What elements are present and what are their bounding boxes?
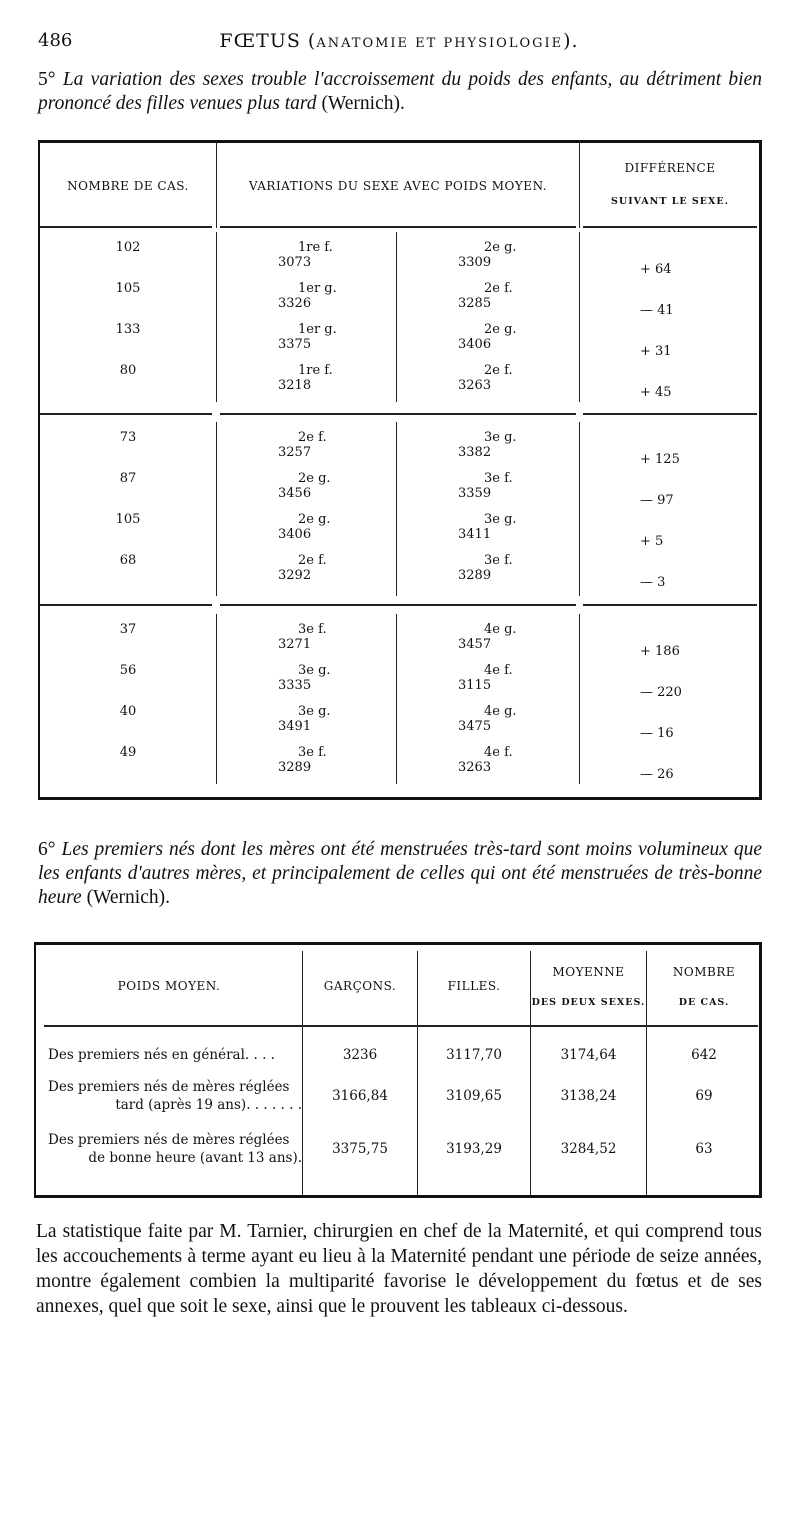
section-5-text: La variation des sexes trouble l'accroissement du poids des enfants, au détriment bien prononcé des filles venues plus tard [38, 69, 762, 114]
cell-first-label: 1re f. [298, 363, 333, 378]
cell-garcons: 3236 [342, 1047, 378, 1063]
cell-first-label: 1er g. [298, 322, 337, 337]
cell-moyenne: 3174,64 [560, 1047, 617, 1063]
cell-second-label: 3e g. [484, 512, 517, 527]
cell-second-label: 4e f. [484, 745, 513, 760]
cell-first-weight: 3073 [278, 255, 312, 270]
cell-second-label: 3e f. [484, 553, 513, 568]
cell-second-weight: 3382 [458, 445, 492, 460]
row-label-continued: de bonne heure (avant 13 ans). [88, 1150, 302, 1166]
cell-second-label: 4e g. [484, 622, 517, 637]
table-divider [579, 232, 580, 402]
header-variations: VARIATIONS DU SEXE AVEC POIDS MOYEN. [248, 179, 548, 193]
header-difference-sub: SUIVANT LE SEXE. [611, 196, 729, 207]
cell-difference: — 220 [640, 685, 682, 700]
cell-first-weight: 3375 [278, 337, 312, 352]
table-divider [396, 232, 397, 402]
cell-second-label: 2e f. [484, 363, 513, 378]
header-difference: DIFFÉRENCE [624, 161, 716, 175]
group-rule [583, 413, 757, 415]
section-5-number: 5° [38, 69, 56, 90]
cell-first-weight: 3292 [278, 568, 312, 583]
cell-moyenne: 3138,24 [560, 1088, 617, 1104]
cell-difference: + 5 [640, 534, 664, 549]
cell-second-weight: 3115 [458, 678, 492, 693]
section-6-text: Les premiers nés dont les mères ont été menstruées très-tard sont moins volumineux que les enfants d'autres mères, et principalement de celles qui ont été menstruées de très-bonne heure [38, 839, 763, 908]
cell-cases: 56 [119, 663, 137, 678]
cell-first-weight: 3289 [278, 760, 312, 775]
table-divider [579, 422, 580, 596]
row-label-continued: tard (après 19 ans). . . . . . . [115, 1097, 302, 1113]
cell-second-weight: 3263 [458, 378, 492, 393]
running-title [38, 30, 760, 52]
row-label: Des premiers nés de mères réglées [48, 1132, 290, 1148]
cell-cases: 80 [119, 363, 137, 378]
header-moyenne: MOYENNE [552, 965, 625, 979]
cell-cases: 105 [115, 512, 141, 527]
cell-second-weight: 3263 [458, 760, 492, 775]
header-rule [220, 226, 576, 228]
header-rule [44, 1025, 758, 1027]
cell-garcons: 3375,75 [332, 1141, 388, 1157]
cell-second-label: 3e f. [484, 471, 513, 486]
cell-second-weight: 3411 [458, 527, 492, 542]
header-garcons: GARÇONS. [323, 979, 397, 993]
group-rule [40, 604, 212, 606]
cell-second-weight: 3457 [458, 637, 492, 652]
cell-second-label: 3e g. [484, 430, 517, 445]
header-nombre-sub: DE CAS. [678, 997, 730, 1008]
cell-difference: — 16 [640, 726, 674, 741]
cell-first-label: 2e g. [298, 512, 331, 527]
cell-filles: 3117,70 [446, 1047, 502, 1063]
section-6-number: 6° [38, 839, 56, 860]
cell-first-weight: 3257 [278, 445, 312, 460]
cell-second-weight: 3309 [458, 255, 492, 270]
cell-cases: 133 [115, 322, 141, 337]
header-cases: NOMBRE DE CAS. [67, 179, 189, 193]
cell-cases: 105 [115, 281, 141, 296]
cell-cases: 37 [119, 622, 137, 637]
cell-garcons: 3166,84 [332, 1088, 388, 1104]
cell-second-label: 4e g. [484, 704, 517, 719]
cell-first-label: 2e g. [298, 471, 331, 486]
page-number: 486 [38, 30, 73, 51]
cell-first-label: 3e f. [298, 622, 327, 637]
table-divider [396, 422, 397, 596]
group-rule [40, 413, 212, 415]
cell-second-weight: 3406 [458, 337, 492, 352]
table-divider [216, 614, 217, 784]
table-divider [216, 232, 217, 402]
cell-nombre: 63 [695, 1141, 713, 1157]
cell-second-weight: 3289 [458, 568, 492, 583]
cell-first-weight: 3491 [278, 719, 312, 734]
header-poids: POIDS MOYEN. [117, 979, 221, 993]
cell-first-weight: 3406 [278, 527, 312, 542]
cell-first-label: 1re f. [298, 240, 333, 255]
cell-cases: 68 [119, 553, 137, 568]
cell-first-label: 2e f. [298, 553, 327, 568]
cell-first-weight: 3271 [278, 637, 312, 652]
row-label: Des premiers nés en général. . . . [48, 1047, 275, 1063]
cell-first-label: 3e g. [298, 663, 331, 678]
cell-nombre: 69 [695, 1088, 713, 1104]
cell-second-label: 4e f. [484, 663, 513, 678]
cell-cases: 87 [119, 471, 137, 486]
cell-difference: — 97 [640, 493, 674, 508]
table-divider [579, 614, 580, 784]
menstruation-weight-table [34, 942, 762, 1198]
header-rule [583, 226, 757, 228]
cell-first-weight: 3218 [278, 378, 312, 393]
cell-difference: + 186 [640, 644, 680, 659]
running-title-main: FŒTUS ( [219, 30, 317, 52]
cell-second-label: 2e g. [484, 322, 517, 337]
row-label: Des premiers nés de mères réglées [48, 1079, 290, 1095]
cell-cases: 102 [115, 240, 141, 255]
header-filles: FILLES. [447, 979, 501, 993]
section-6-paragraph [38, 838, 762, 910]
cell-second-weight: 3359 [458, 486, 492, 501]
running-title-small-caps: ANATOMIE ET PHYSIOLOGIE [316, 36, 564, 51]
group-rule [220, 413, 576, 415]
table-divider [579, 143, 580, 228]
cell-first-label: 3e f. [298, 745, 327, 760]
cell-first-weight: 3335 [278, 678, 312, 693]
section-5-paragraph [38, 68, 762, 116]
group-rule [583, 604, 757, 606]
page-header [38, 30, 760, 56]
header-nombre: NOMBRE [672, 965, 736, 979]
closing-paragraph: La statistique faite par M. Tarnier, chirurgien en chef de la Maternité, et qui comprend tous les accouchements à terme ayant eu lieu à la Maternité pendant une période de seize années, montre également combien la multiparité favorise le développement du fœtus et de ses annexes, quel que soit le sexe, ainsi que le prouvent les tableaux ci-dessous. [36, 1221, 762, 1317]
cell-filles: 3193,29 [446, 1141, 502, 1157]
cell-second-weight: 3475 [458, 719, 492, 734]
cell-first-label: 2e f. [298, 430, 327, 445]
cell-second-label: 2e f. [484, 281, 513, 296]
header-rule [40, 226, 212, 228]
cell-first-label: 3e g. [298, 704, 331, 719]
cell-moyenne: 3284,52 [560, 1141, 617, 1157]
cell-difference: — 26 [640, 767, 674, 782]
cell-filles: 3109,65 [446, 1088, 502, 1104]
cell-second-weight: 3285 [458, 296, 492, 311]
cell-difference: — 3 [640, 575, 666, 590]
table-divider [646, 951, 647, 1195]
cell-first-weight: 3456 [278, 486, 312, 501]
cell-second-label: 2e g. [484, 240, 517, 255]
cell-difference: + 31 [640, 344, 672, 359]
table-divider [530, 951, 531, 1195]
cell-cases: 49 [119, 745, 137, 760]
running-title-end: ). [563, 30, 579, 52]
section-5-source: (Wernich). [321, 93, 405, 114]
cell-difference: — 41 [640, 303, 674, 318]
table-divider [396, 614, 397, 784]
section-6-source: (Wernich). [86, 887, 170, 908]
header-moyenne-sub: DES DEUX SEXES. [531, 997, 646, 1008]
cell-difference: + 125 [640, 452, 680, 467]
cell-cases: 40 [119, 704, 137, 719]
group-rule [220, 604, 576, 606]
sex-variation-table [38, 140, 762, 800]
cell-difference: + 64 [640, 262, 672, 277]
cell-nombre: 642 [691, 1047, 717, 1063]
table-divider [216, 422, 217, 596]
cell-difference: + 45 [640, 385, 672, 400]
cell-first-label: 1er g. [298, 281, 337, 296]
cell-first-weight: 3326 [278, 296, 312, 311]
cell-cases: 73 [119, 430, 137, 445]
